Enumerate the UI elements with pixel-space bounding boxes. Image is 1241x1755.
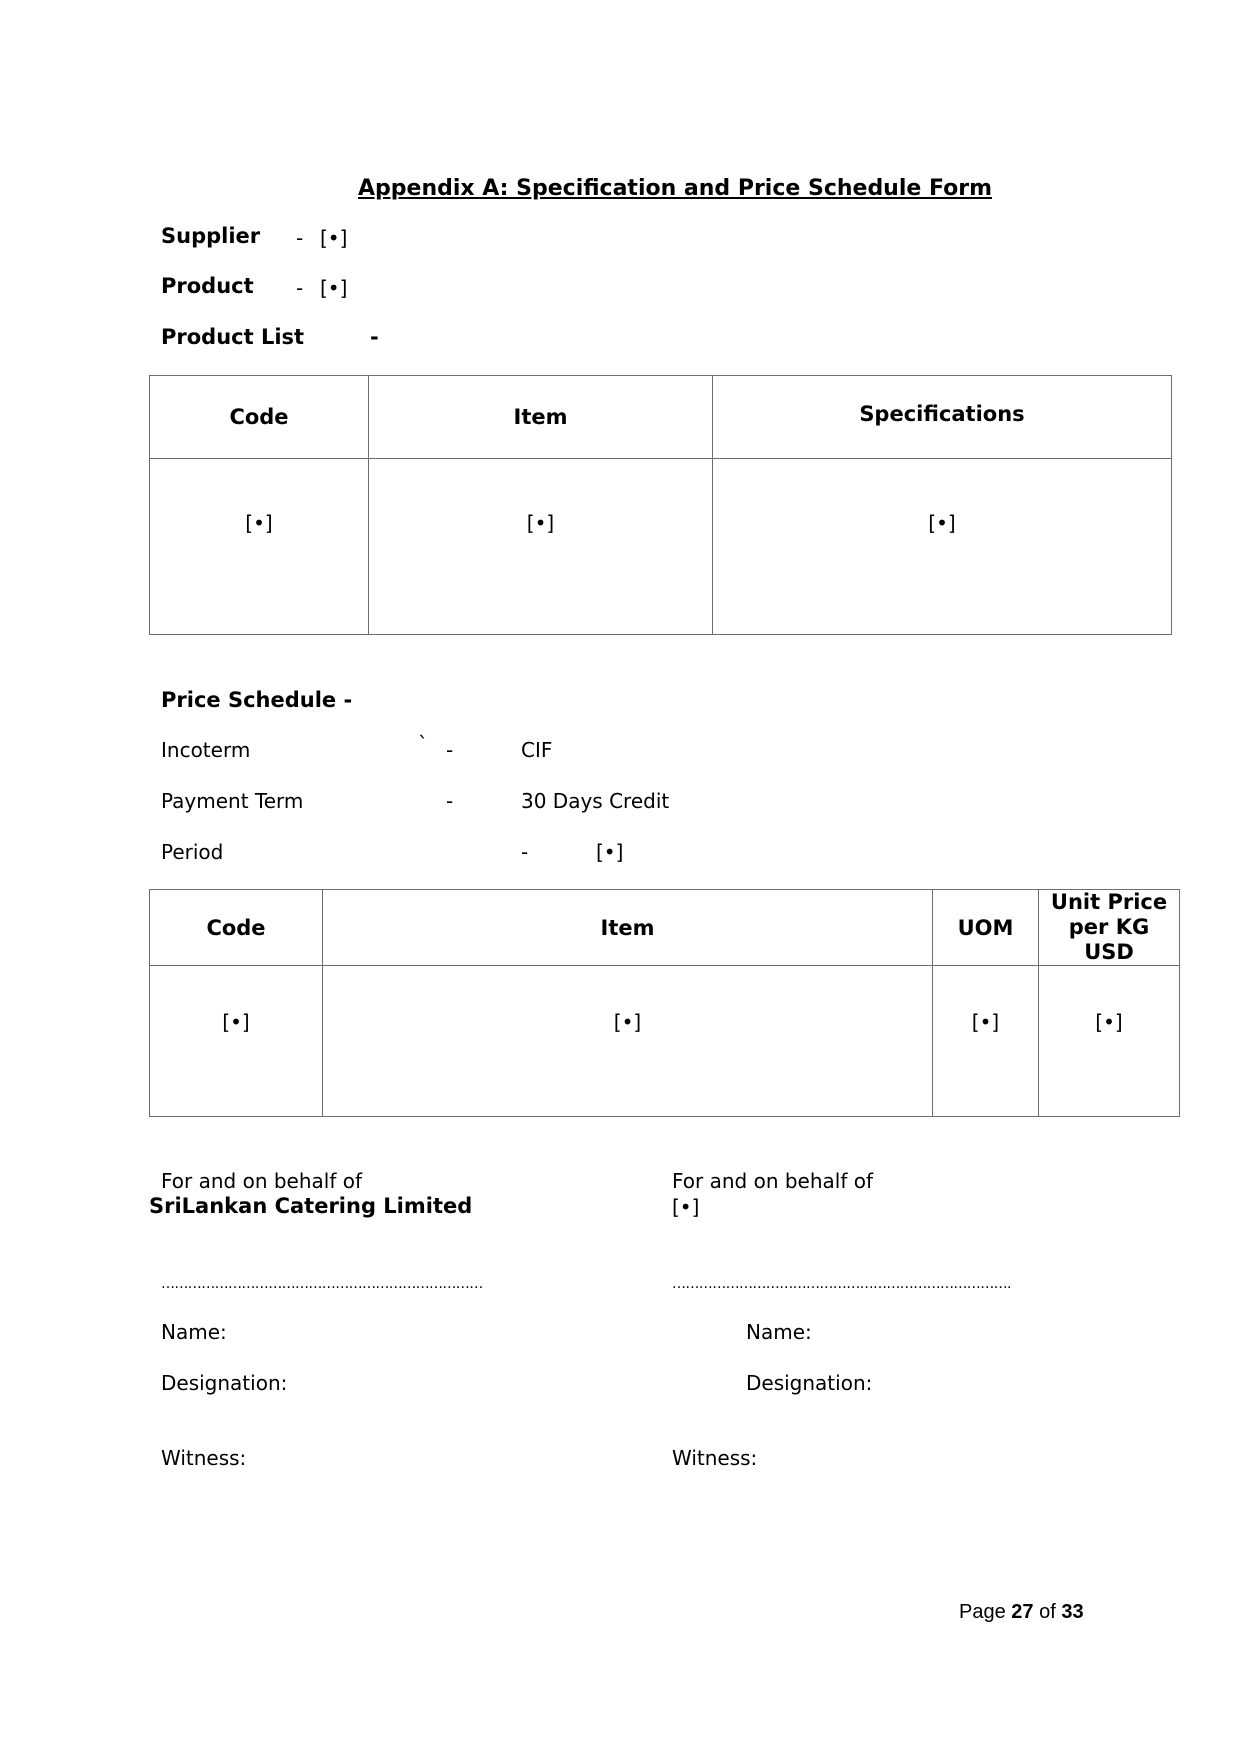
table-row [150,459,1172,635]
period-label: Period [161,840,224,864]
product-separator: - [296,276,304,300]
supplier-separator: - [296,226,304,250]
incoterm-separator: - [446,738,454,762]
table-header-row [150,376,1172,459]
page-footer [959,1601,1084,1624]
header-unit-price: Unit Price per KG USD [1039,890,1180,966]
cell-unit-price: [•] [1039,966,1180,1117]
left-designation-label: Designation: [161,1371,288,1395]
header-code: Code [150,376,369,459]
left-behalf-label: For and on behalf of [161,1169,363,1193]
price-schedule-table [149,889,1180,1117]
left-witness-label: Witness: [161,1446,247,1470]
header-item: Item [323,890,933,966]
product-label: Product [161,274,254,298]
right-name-label: Name: [746,1320,812,1344]
of-word: of [1039,1601,1056,1623]
product-list-label: Product List [161,325,305,349]
table-header-row [150,890,1180,966]
cell-item: [•] [369,459,713,635]
period-value: [•] [596,840,624,864]
product-value: [•] [320,276,348,300]
header-code: Code [150,890,323,966]
payment-term-label: Payment Term [161,789,304,813]
cell-specifications: [•] [713,459,1172,635]
right-witness-label: Witness: [672,1446,758,1470]
left-signature-line: ……………………………………………………………… [161,1276,483,1292]
header-uom: UOM [933,890,1039,966]
supplier-value: [•] [320,226,348,250]
table-row [150,966,1180,1117]
right-behalf-label: For and on behalf of [672,1169,874,1193]
page-word: Page [959,1601,1006,1623]
product-list-table [149,375,1172,635]
incoterm-value: CIF [521,738,553,762]
page-number: 27 [1011,1601,1034,1623]
cell-item: [•] [323,966,933,1117]
period-separator: - [521,840,529,864]
incoterm-label: Incoterm [161,738,251,762]
supplier-label: Supplier [161,224,261,248]
incoterm-mark: ` [418,732,428,756]
payment-term-value: 30 Days Credit [521,789,670,813]
right-signature-line: …………………………………………………………………. [672,1276,1011,1292]
cell-code: [•] [150,459,369,635]
page-title: Appendix A: Specification and Price Schedule Form [358,176,992,201]
total-pages: 33 [1061,1601,1084,1623]
left-name-label: Name: [161,1320,227,1344]
price-schedule-heading: Price Schedule - [161,688,353,712]
right-org-name: [•] [672,1195,700,1219]
header-specifications: Specifications [713,376,1172,459]
payment-term-separator: - [446,789,454,813]
right-designation-label: Designation: [746,1371,873,1395]
product-list-separator: - [370,325,379,349]
header-item: Item [369,376,713,459]
cell-code: [•] [150,966,323,1117]
left-org-name: SriLankan Catering Limited [149,1194,473,1218]
cell-uom: [•] [933,966,1039,1117]
